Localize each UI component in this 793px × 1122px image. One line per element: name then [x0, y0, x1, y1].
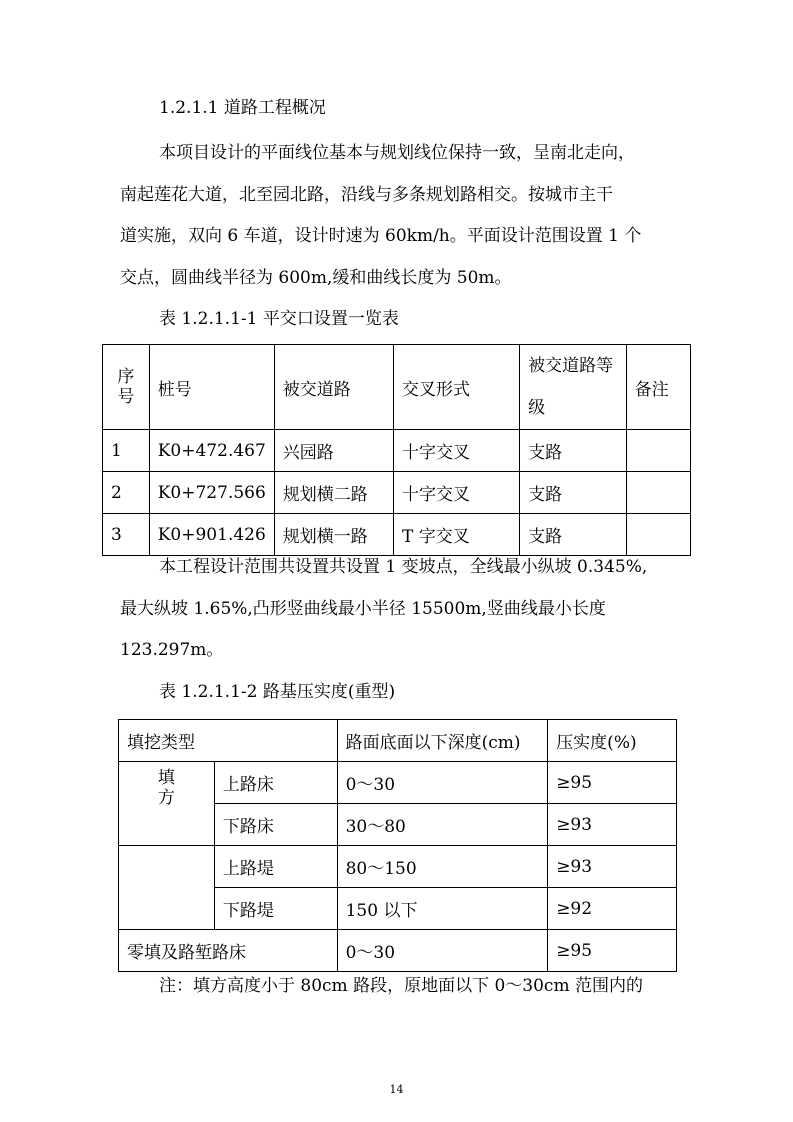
cell-road: 规划横一路 — [274, 514, 393, 556]
cell-road: 兴园路 — [274, 430, 393, 472]
cell-depth: 0～30 — [337, 762, 548, 804]
cell-compaction: ≥92 — [548, 888, 677, 930]
table1-caption: 表 1.2.1.1-1 平交口设置一览表 — [159, 309, 399, 329]
paragraph-line: 本工程设计范围共设置共设置 1 变坡点，全线最小纵坡 0.345%, — [159, 557, 648, 577]
cell-subtype: 下路堤 — [214, 888, 337, 930]
cell-stake: K0+901.426 — [149, 514, 274, 556]
cell-subtype: 上路堤 — [214, 846, 337, 888]
cell-depth: 30～80 — [337, 804, 548, 846]
cell-compaction: ≥95 — [548, 762, 677, 804]
cell-crossing: 十字交叉 — [394, 472, 520, 514]
table2-caption: 表 1.2.1.1-2 路基压实度(重型) — [159, 682, 396, 702]
compaction-table — [118, 719, 677, 972]
paragraph-line: 交点，圆曲线半径为 600m,缓和曲线长度为 50m。 — [120, 268, 512, 288]
table-row — [119, 846, 677, 888]
header-road: 被交道路 — [274, 345, 393, 430]
cell-remark — [626, 514, 690, 556]
cell-road: 规划横二路 — [274, 472, 393, 514]
cell-seq: 3 — [103, 514, 150, 556]
table-row — [103, 514, 691, 556]
cell-seq: 2 — [103, 472, 150, 514]
cell-remark — [626, 430, 690, 472]
cell-depth: 80～150 — [337, 846, 548, 888]
table-row — [119, 930, 677, 972]
cell-grade: 支路 — [520, 514, 626, 556]
table-header-row — [103, 345, 691, 430]
cell-grade: 支路 — [520, 430, 626, 472]
cell-compaction: ≥95 — [548, 930, 677, 972]
header-seq: 序 号 — [103, 345, 150, 430]
table-row — [119, 762, 677, 804]
table-row — [103, 472, 691, 514]
cell-depth: 0～30 — [337, 930, 548, 972]
cell-crossing: 十字交叉 — [394, 430, 520, 472]
header-type: 填挖类型 — [119, 720, 338, 762]
paragraph-line: 最大纵坡 1.65%,凸形竖曲线最小半径 15500m,竖曲线最小长度 — [120, 599, 606, 619]
cell-fill-group: 填 方 — [119, 762, 215, 846]
cell-crossing: T 字交叉 — [394, 514, 520, 556]
note-line: 注：填方高度小于 80cm 路段，原地面以下 0～30cm 范围内的 — [159, 976, 643, 996]
section-heading: 1.2.1.1 道路工程概况 — [159, 98, 326, 118]
header-remark: 备注 — [626, 345, 690, 430]
page-number: 14 — [389, 1083, 404, 1096]
table-row — [103, 430, 691, 472]
cell-compaction: ≥93 — [548, 804, 677, 846]
cell-stake: K0+472.467 — [149, 430, 274, 472]
cell-remark — [626, 472, 690, 514]
header-compaction: 压实度(%) — [548, 720, 677, 762]
cell-type: 零填及路堑路床 — [119, 930, 338, 972]
paragraph-line: 南起莲花大道，北至园北路，沿线与多条规划路相交。按城市主干 — [120, 185, 613, 205]
paragraph-line: 123.297m。 — [120, 640, 224, 660]
table-header-row — [119, 720, 677, 762]
cell-grade: 支路 — [520, 472, 626, 514]
header-crossing: 交叉形式 — [394, 345, 520, 430]
cell-subtype: 上路床 — [214, 762, 337, 804]
header-grade: 被交道路等 级 — [520, 345, 626, 430]
paragraph-line: 本项目设计的平面线位基本与规划线位保持一致，呈南北走向， — [159, 143, 635, 163]
intersection-table — [102, 344, 691, 556]
cell-embankment-group — [119, 846, 215, 930]
cell-seq: 1 — [103, 430, 150, 472]
cell-compaction: ≥93 — [548, 846, 677, 888]
header-stake: 桩号 — [149, 345, 274, 430]
paragraph-line: 道实施，双向 6 车道，设计时速为 60km/h。平面设计范围设置 1 个 — [120, 226, 642, 246]
cell-stake: K0+727.566 — [149, 472, 274, 514]
cell-subtype: 下路床 — [214, 804, 337, 846]
header-depth: 路面底面以下深度(cm) — [337, 720, 548, 762]
cell-depth: 150 以下 — [337, 888, 548, 930]
